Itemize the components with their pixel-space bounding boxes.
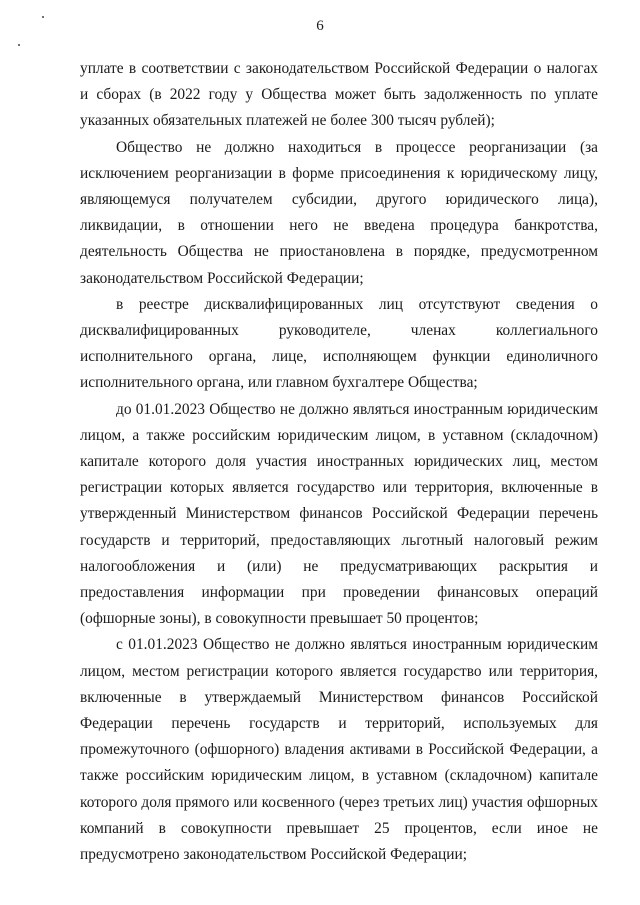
paragraph-offshore-from-2023: с 01.01.2023 Общество не должно являться иностранным юридическим лицом, местом регистрации которого является государство или территория, включенные в утверждаемый Министерством финансов Российской Федерации перечень государств и территорий, используемых для промежуточного (офшорного) владения активами в Российской Федерации, а также российским юридическим лицом, в уставном (складочном) капитале которого доля прямого или косвенного (через третьих лиц) участия офшорных компаний в совокупности превышает 25 процентов, если иное не предусмотрено законодательством Российской Федерации; <box>80 636 598 864</box>
paragraph-reorganization: Общество не должно находиться в процессе реорганизации (за исключением реорганизации в форме присоединения к юридическому лицу, являющемуся получателем субсидии, другого юридического лица), ликвидации, в отношении него не введена процедура банкротства, деятельность Общества не приостановлена в порядке, предусмотренном законодательством Российской Федерации; <box>80 138 598 287</box>
page-number: 6 <box>316 18 324 34</box>
paragraph-disqualified-registry: в реестре дисквалифицированных лиц отсутствуют сведения о дисквалифицированных руководителе, членах коллегиального исполнительного органа, лице, исполняющем функции единоличного исполнительного органа, или главном бухгалтере Общества; <box>80 295 598 392</box>
paragraph-offshore-before-2023: до 01.01.2023 Общество не должно являться иностранным юридическим лицом, а также российским юридическим лицом, в уставном (складочном) капитале которого доля участия иностранных юридических лиц, местом регистрации которых является государство или территория, включенные в утвержденный Министерством финансов Российской Федерации перечень государств и территорий, предоставляющих льготный налоговый режим налогообложения и (или) не предусматривающих раскрытия и предоставления информации при проведении финансовых операций (офшорные зоны), в совокупности превышает 50 процентов; <box>80 400 598 628</box>
scan-speck <box>18 44 20 46</box>
paragraph-continuation: уплате в соответствии с законодательством Российской Федерации о налогах и сборах (в 2022 году у Общества может быть задолженность по уплате указанных обязательных платежей не более 300 тысяч рублей); <box>80 60 598 130</box>
document-body <box>80 56 598 868</box>
